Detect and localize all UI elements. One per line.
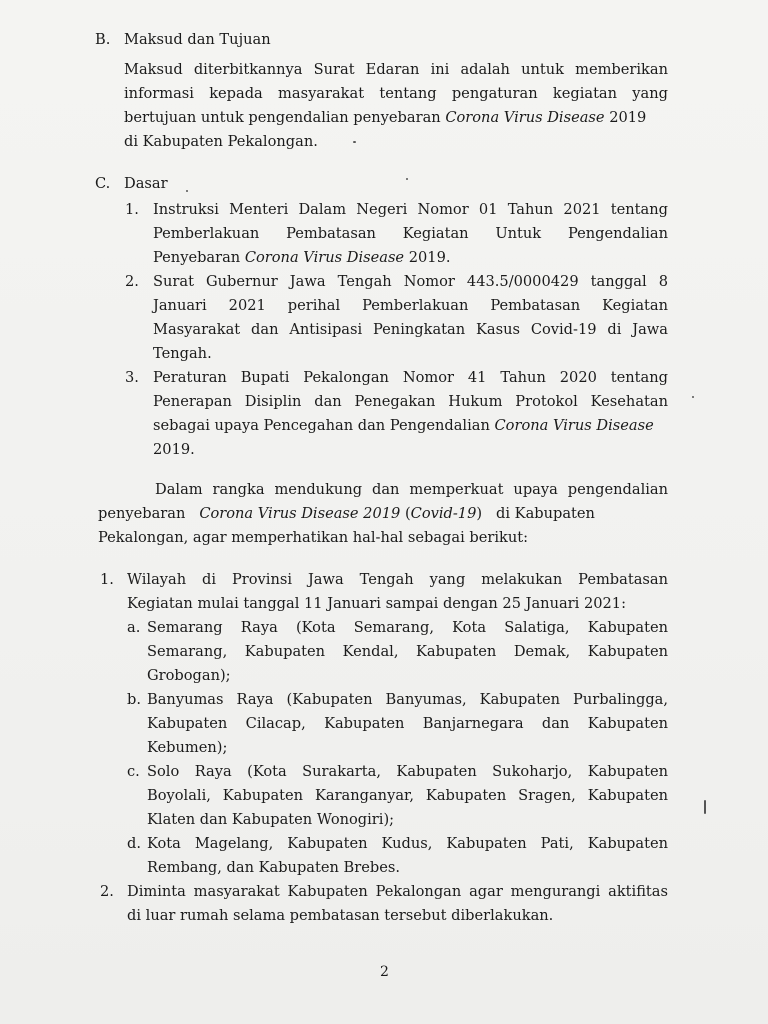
sub-a-line-3: Grobogan); (147, 667, 231, 684)
dasar-item-1-marker: 1. (125, 201, 139, 218)
sub-b-line-2: Kabupaten Cilacap, Kabupaten Banjarnegara dan Kabupaten (147, 715, 668, 732)
dasar-item-1-line-2: Pemberlakuan Pembatasan Kegiatan Untuk Pengendalian (153, 225, 668, 242)
section-c-marker: C. (95, 175, 111, 192)
intro-line-2: penyebaran Corona Virus Disease 2019 (Covid-19) di Kabupaten (98, 505, 595, 522)
sub-c-marker: c. (127, 763, 140, 780)
sub-c-line-2: Boyolali, Kabupaten Karanganyar, Kabupaten Sragen, Kabupaten (147, 787, 668, 804)
sub-a-line-2: Semarang, Kabupaten Kendal, Kabupaten Demak, Kabupaten (147, 643, 668, 660)
section-c-heading: Dasar (124, 175, 168, 192)
dasar-item-3-line-2: Penerapan Disiplin dan Penegakan Hukum Protokol Kesehatan (153, 393, 668, 410)
section-b-marker: B. (95, 31, 111, 48)
scan-speck (353, 141, 356, 143)
dasar-item-3-line-1: Peraturan Bupati Pekalongan Nomor 41 Tahun 2020 tentang (153, 369, 668, 386)
dasar-item-2-line-1: Surat Gubernur Jawa Tengah Nomor 443.5/0000429 tanggal 8 (153, 273, 668, 290)
section-b-line-3: bertujuan untuk pengendalian penyebaran Corona Virus Disease 2019 (124, 109, 647, 126)
dasar-item-1-line-3: Penyebaran Corona Virus Disease 2019. (153, 249, 451, 266)
dasar-item-2-marker: 2. (125, 273, 139, 290)
sub-c-line-3: Klaten dan Kabupaten Wonogiri); (147, 811, 395, 828)
point-2-line-2: di luar rumah selama pembatasan tersebut diberlakukan. (127, 907, 554, 924)
dasar-item-3-line-3: sebagai upaya Pencegahan dan Pengendalian Corona Virus Disease (153, 417, 654, 434)
section-b-line-4: di Kabupaten Pekalongan. (124, 133, 318, 150)
section-b-line-1: Maksud diterbitkannya Surat Edaran ini adalah untuk memberikan (124, 61, 668, 78)
section-b-heading: Maksud dan Tujuan (124, 31, 271, 48)
italic-cvd: Corona Virus Disease (445, 109, 605, 126)
sub-d-line-2: Rembang, dan Kabupaten Brebes. (147, 859, 400, 876)
sub-a-marker: a. (127, 619, 141, 636)
point-1-line-1: Wilayah di Provinsi Jawa Tengah yang melakukan Pembatasan (127, 571, 668, 588)
sub-b-marker: b. (127, 691, 141, 708)
dasar-item-3-marker: 3. (125, 369, 139, 386)
point-2-line-1: Diminta masyarakat Kabupaten Pekalongan agar mengurangi aktifitas (127, 883, 668, 900)
section-b-line-2: informasi kepada masyarakat tentang pengaturan kegiatan yang (124, 85, 668, 102)
point-2-marker: 2. (100, 883, 114, 900)
intro-line-1: Dalam rangka mendukung dan memperkuat upaya pengendalian (155, 481, 668, 498)
dasar-item-2-line-3: Masyarakat dan Antisipasi Peningkatan Kasus Covid-19 di Jawa (153, 321, 668, 338)
scan-speck (186, 190, 188, 192)
sub-c-line-1: Solo Raya (Kota Surakarta, Kabupaten Sukoharjo, Kabupaten (147, 763, 668, 780)
dasar-item-2-line-2: Januari 2021 perihal Pemberlakuan Pembatasan Kegiatan (153, 297, 668, 314)
dasar-item-1-line-1: Instruksi Menteri Dalam Negeri Nomor 01 Tahun 2021 tentang (153, 201, 668, 218)
sub-a-line-1: Semarang Raya (Kota Semarang, Kota Salatiga, Kabupaten (147, 619, 668, 636)
page-number: 2 (380, 964, 389, 980)
intro-line-3: Pekalongan, agar memperhatikan hal-hal sebagai berikut: (98, 529, 529, 546)
point-1-marker: 1. (100, 571, 114, 588)
sub-b-line-1: Banyumas Raya (Kabupaten Banyumas, Kabupaten Purbalingga, (147, 691, 668, 708)
sub-b-line-3: Kebumen); (147, 739, 228, 756)
scan-speck (406, 178, 408, 180)
dasar-item-3-line-4: 2019. (153, 441, 195, 458)
scan-speck (704, 800, 706, 814)
dasar-item-2-line-4: Tengah. (153, 345, 212, 362)
scan-speck (692, 396, 694, 398)
point-1-line-2: Kegiatan mulai tanggal 11 Januari sampai dengan 25 Januari 2021: (127, 595, 627, 612)
sub-d-line-1: Kota Magelang, Kabupaten Kudus, Kabupaten Pati, Kabupaten (147, 835, 668, 852)
sub-d-marker: d. (127, 835, 141, 852)
